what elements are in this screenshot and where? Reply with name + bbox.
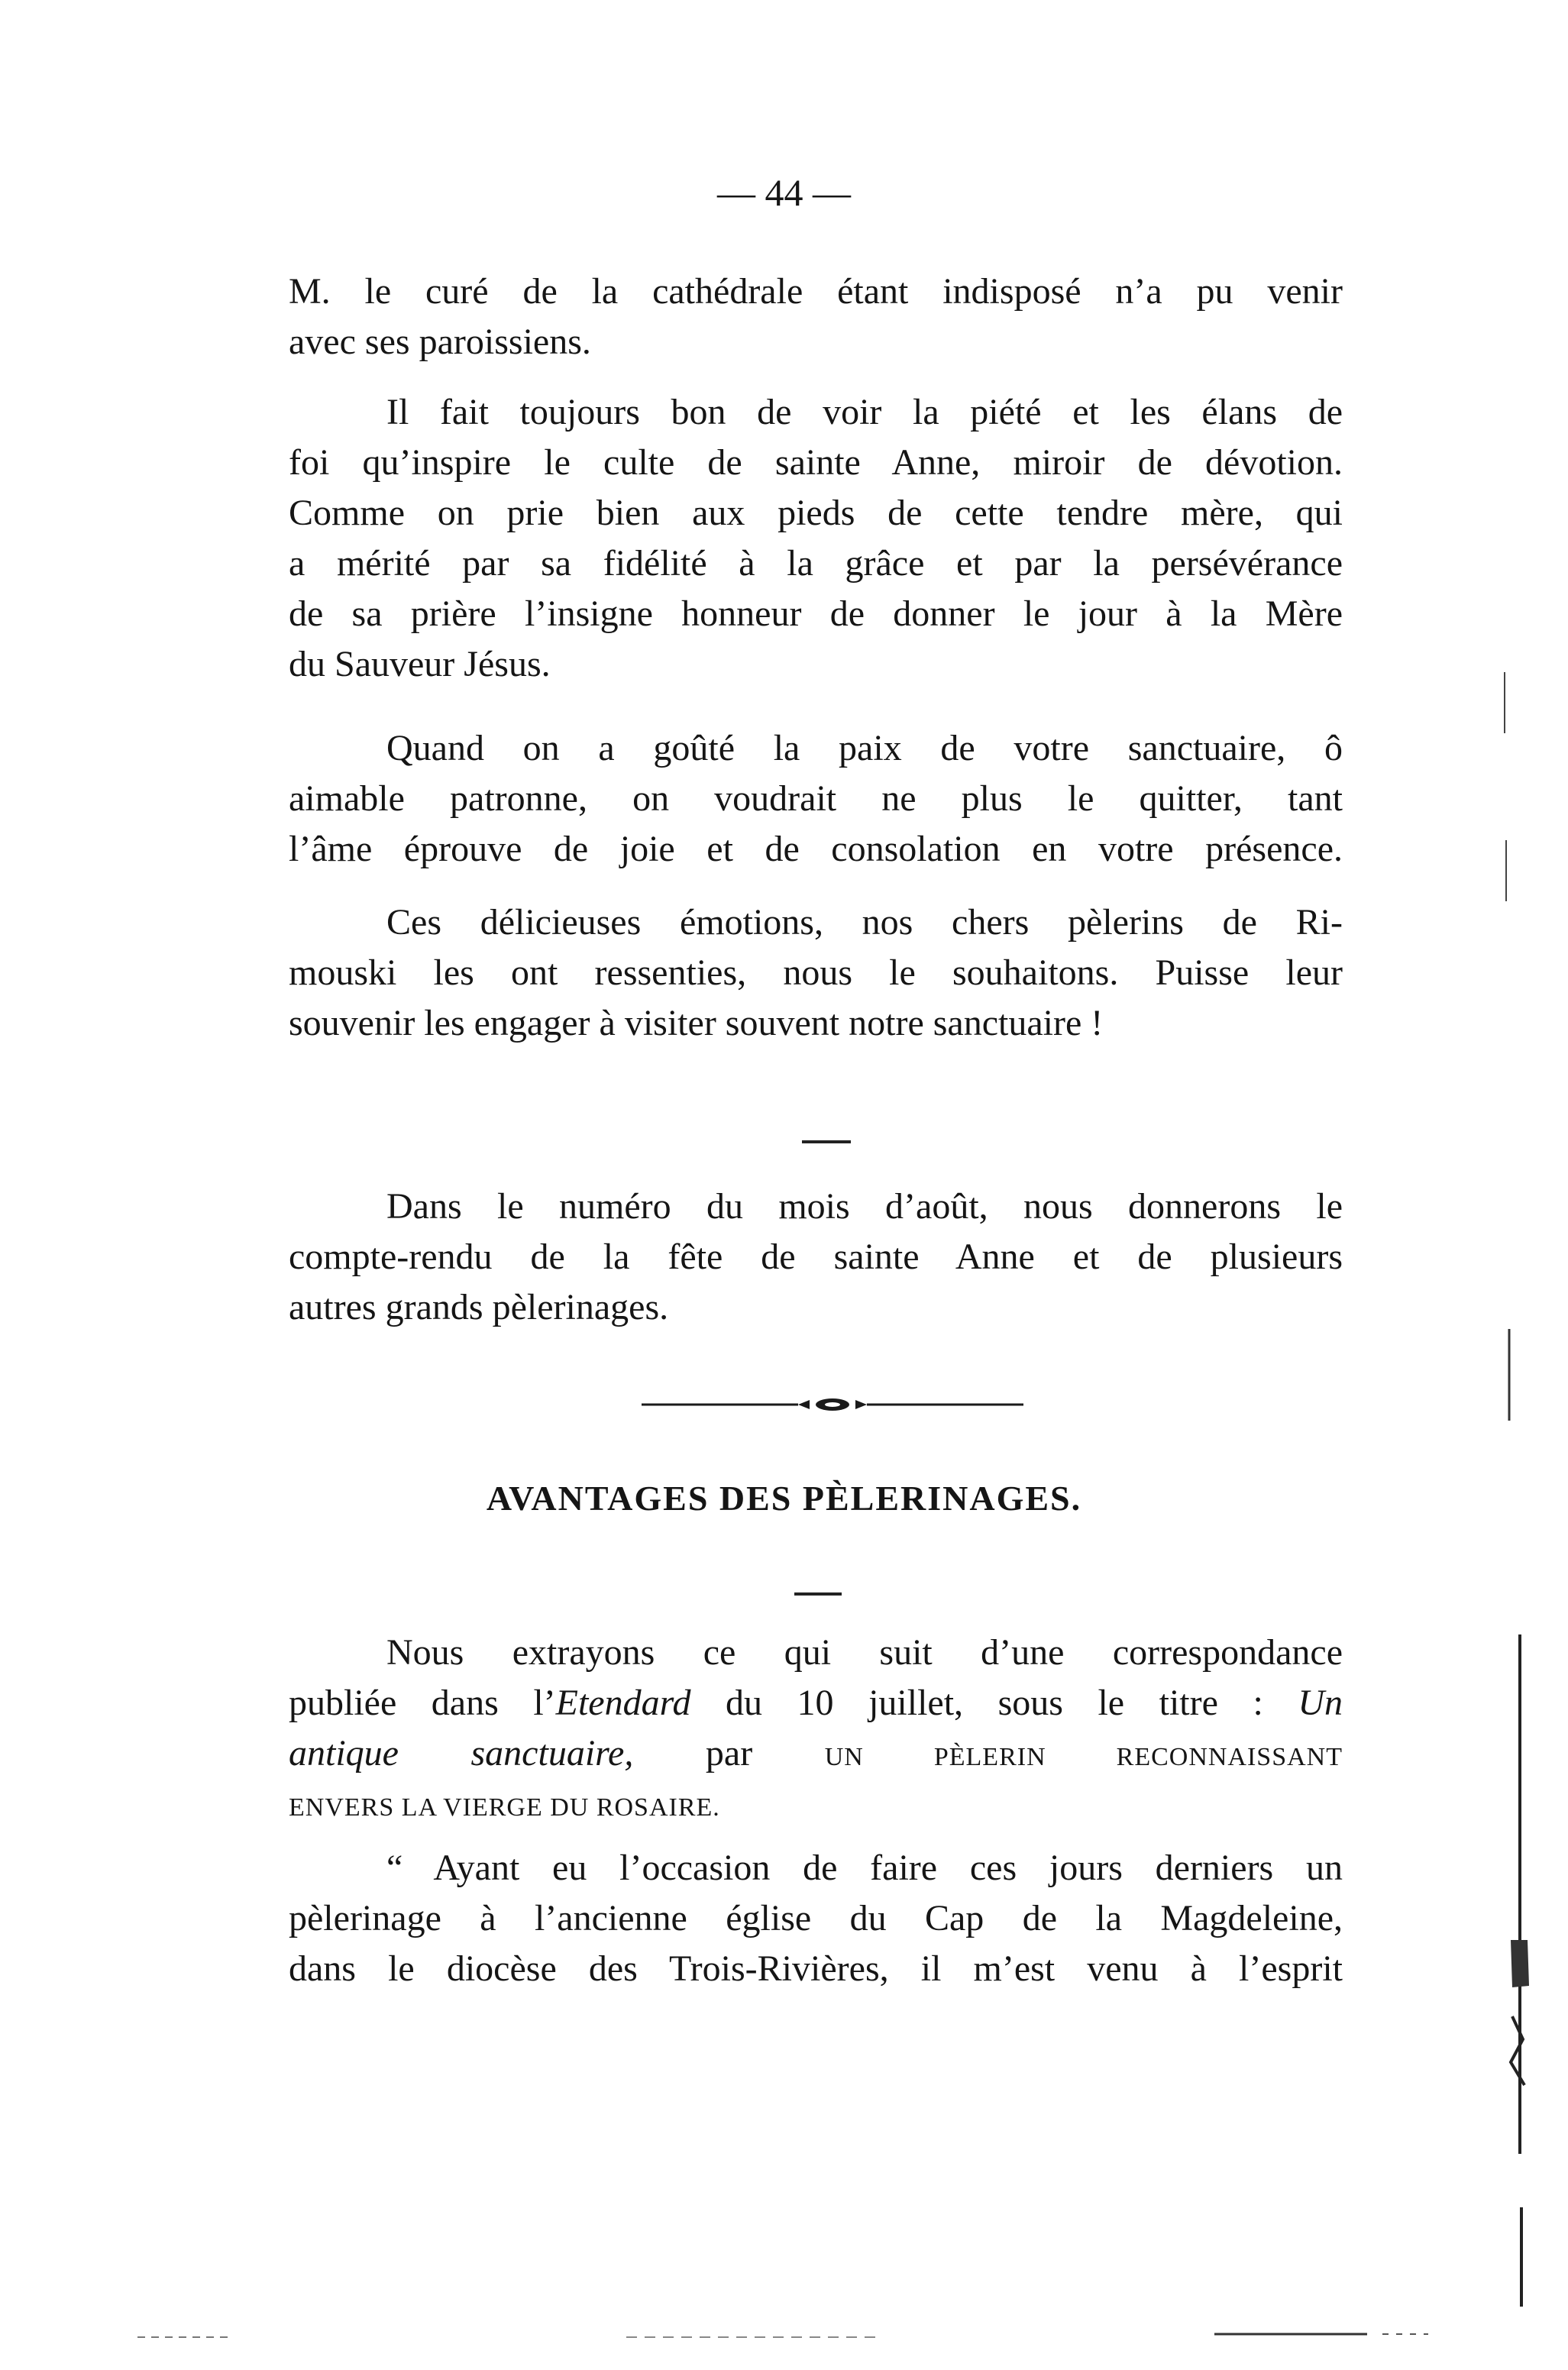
ornamental-divider — [642, 1396, 1023, 1413]
text-line: du Sauveur Jésus. — [289, 644, 551, 684]
text-run: du 10 juillet, sous le titre : — [690, 1683, 1298, 1723]
text-run: par — [633, 1733, 825, 1773]
text-line: aimable patronne, on voudrait ne plus le quitter, tant — [289, 778, 1343, 819]
text-line — [289, 1731, 1343, 1780]
text-line: pèlerinage à l’ancienne église du Cap de la Magdeleine, — [289, 1898, 1343, 1938]
article-title: Un — [1298, 1683, 1343, 1723]
bottom-edge-marks — [0, 2322, 1568, 2352]
text-line: compte-rendu de la fête de sainte Anne et de plusieurs — [289, 1237, 1343, 1277]
text-line: l’âme éprouve de joie et de consolation en votre présence. — [289, 829, 1343, 869]
text-line — [289, 1781, 1343, 1831]
text-line: de sa prière l’insigne honneur de donner le jour à la Mère — [289, 593, 1343, 634]
text-line: Il fait toujours bon de voir la piété et les élans de — [386, 392, 1343, 432]
newspaper-title: Etendard — [555, 1683, 691, 1723]
section-heading: AVANTAGES DES PÈLERINAGES. — [486, 1479, 1082, 1518]
separator-dash — [802, 1140, 851, 1143]
page-number: — 44 — — [717, 171, 851, 214]
text-line: M. le curé de la cathédrale étant indisposé n’a pu venir — [289, 271, 1343, 312]
text-line: “ Ayant eu l’occasion de faire ces jours derniers un — [386, 1848, 1343, 1888]
text-line: Nous extrayons ce qui suit d’une correspondance — [386, 1632, 1343, 1673]
page-edge-marks — [1474, 642, 1535, 2322]
text-line: dans le diocèse des Trois-Rivières, il m’est venu à l’esprit — [289, 1948, 1343, 1989]
text-line: Comme on prie bien aux pieds de cette tendre mère, qui — [289, 493, 1343, 533]
text-line: mouski les ont ressenties, nous le souhaitons. Puisse leur — [289, 952, 1343, 993]
author-line: UN PÈLERIN RECONNAISSANT — [824, 1743, 1343, 1771]
text-line: a mérité par sa fidélité à la grâce et par la persévérance — [289, 543, 1343, 584]
text-line: souvenir les engager à visiter souvent notre sanctuaire ! — [289, 1003, 1104, 1043]
author-line: ENVERS LA VIERGE DU ROSAIRE. — [289, 1793, 720, 1822]
text-line: Ces délicieuses émotions, nos chers pèlerins de Ri- — [386, 902, 1343, 943]
text-line: Quand on a goûté la paix de votre sanctuaire, ô — [386, 728, 1343, 768]
text-line — [289, 1680, 1343, 1726]
text-line: foi qu’inspire le culte de sainte Anne, miroir de dévotion. — [289, 442, 1343, 483]
text-run: publiée dans l’ — [289, 1683, 556, 1723]
article-title: antique sanctuaire, — [289, 1733, 634, 1773]
separator-dash — [794, 1592, 842, 1596]
text-line: autres grands pèlerinages. — [289, 1287, 669, 1327]
text-line: avec ses paroissiens. — [289, 322, 591, 362]
text-line: Dans le numéro du mois d’août, nous donnerons le — [386, 1186, 1343, 1227]
